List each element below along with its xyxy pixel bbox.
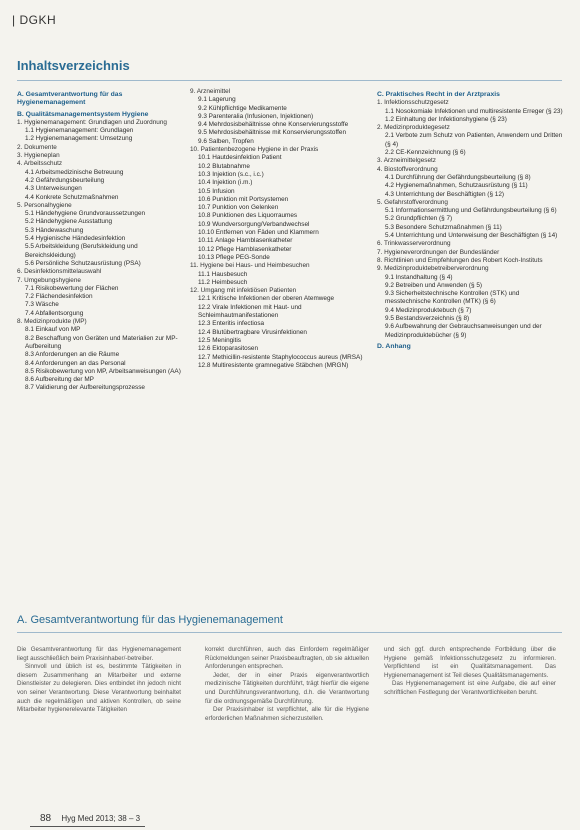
toc-subentry: 12.2 Virale Infektionen mit Haut- und Schleimhautmanifestationen xyxy=(198,303,302,320)
toc-subentry: 9.6 Aufbewahrung der Gebrauchsanweisungen und der Medizinproduktebücher (§ 9) xyxy=(385,323,542,339)
toc-subentry: 1.1 Nosokomiale Infektionen und multiresistente Erreger (§ 23) xyxy=(385,107,563,115)
toc-subentry: 8.6 Aufbereitung der MP xyxy=(25,376,94,384)
toc-chapter: 2. Dokumente xyxy=(17,143,57,151)
toc-chapter: 7. Umgebungshygiene xyxy=(17,276,81,284)
toc-subentry: 12.4 Blutübertragbare Virusinfektionen xyxy=(198,328,307,336)
toc-subentry: 1.2 Einhaltung der Infektionshygiene (§ 23) xyxy=(385,115,507,123)
body-paragraph: und sich ggf. durch entsprechende Fortbildung über die Hygiene gemäß Infektionsschutzgesetz zu informieren. Verpflichtend ist ein Qualitätsmanagement. Das Hygienemanagement ist Teil dieses Qualitätsmanagements. xyxy=(384,646,556,679)
toc-subentry: 8.7 Validierung der Aufbereitungsprozesse xyxy=(25,384,145,392)
toc-subentry: 12.1 Kritische Infektionen der oberen Atemwege xyxy=(198,295,335,303)
toc-subentry: 5.3 Besondere Schutzmaßnahmen (§ 11) xyxy=(385,223,502,231)
toc-subentry: 12.6 Ektoparasitosen xyxy=(198,345,259,353)
title-divider xyxy=(17,80,562,81)
toc-chapter: 1. Infektionsschutzgesetz xyxy=(377,99,449,107)
toc-subentry: 7.1 Risikobewertung der Flächen xyxy=(25,284,119,292)
toc-subentry: 1.1 Hygienemanagement: Grundlagen xyxy=(25,127,134,135)
page-number: 88 xyxy=(40,813,52,824)
toc-part-heading: D. Anhang xyxy=(377,342,411,350)
toc-chapter: 5. Personalhygiene xyxy=(17,201,72,209)
toc-subentry: 9.2 Betreiben und Anwenden (§ 5) xyxy=(385,281,482,289)
toc-subentry: 9.3 Sicherheitstechnische Kontrollen (STK) und messtechnische Kontrollen (MTK) (§ 6) xyxy=(385,290,520,306)
toc-chapter: 6. Desinfektionsmittelauswahl xyxy=(17,268,102,276)
toc-subentry: 10.9 Wundversorgung/Verbandwechsel xyxy=(198,220,310,228)
toc-subentry: 4.3 Unterweisungen xyxy=(25,185,82,193)
toc-subentry: 9.6 Salben, Tropfen xyxy=(198,137,254,145)
toc-subentry: 11.2 Heimbesuch xyxy=(198,278,248,286)
toc-chapter: 2. Medizinproduktegesetz xyxy=(377,124,450,132)
toc-subentry: 8.4 Anforderungen an das Personal xyxy=(25,359,126,367)
toc-subentry: 1.2 Hygienemanagement: Umsetzung xyxy=(25,135,133,143)
body-paragraph: korrekt durchführen, auch das Einfordern regelmäßiger Rückmeldungen seiner Praxisbeauftragten, ob sie aktuellen Anforderungen entsprechen. xyxy=(205,646,369,671)
toc-chapter: 4. Arbeitsschutz xyxy=(17,160,63,168)
toc-subentry: 8.5 Risikobewertung von MP, Arbeitsanweisungen (AA) xyxy=(25,367,181,375)
toc-subentry: 10.10 Entfernen von Fäden und Klammern xyxy=(198,229,319,237)
toc-chapter: 3. Hygieneplan xyxy=(17,152,60,160)
toc-subentry: 8.3 Anforderungen an die Räume xyxy=(25,351,120,359)
toc-subentry: 7.3 Wäsche xyxy=(25,301,59,309)
toc-chapter: 8. Medizinprodukte (MP) xyxy=(17,318,87,326)
toc-subentry: 9.4 Medizinproduktebuch (§ 7) xyxy=(385,306,472,314)
toc-title: Inhaltsverzeichnis xyxy=(17,58,130,73)
body-column-2 xyxy=(205,646,369,723)
toc-subentry: 10.4 Injektion (i.m.) xyxy=(198,179,253,187)
toc-subentry: 10.7 Punktion von Gelenken xyxy=(198,204,279,212)
body-column-1 xyxy=(17,646,181,715)
toc-subentry: 10.3 Injektion (s.c., i.c.) xyxy=(198,170,264,178)
toc-column-2 xyxy=(190,88,370,370)
toc-subentry: 9.1 Lagerung xyxy=(198,96,236,104)
toc-chapter: 5. Gefahrstoffverordnung xyxy=(377,198,448,206)
toc-subentry: 5.5 Arbeitskleidung (Berufskleidung und Bereichskleidung) xyxy=(25,243,138,259)
toc-part-heading: C. Praktisches Recht in der Arztpraxis xyxy=(377,91,500,98)
toc-subentry: 4.2 Hygienemaßnahmen, Schutzausrüstung (§ 11) xyxy=(385,182,528,190)
toc-subentry: 9.3 Parenteralia (Infusionen, Injektionen) xyxy=(198,112,314,120)
toc-subentry: 9.5 Mehrdosisbehältnisse mit Konservierungsstoffen xyxy=(198,129,347,137)
toc-subentry: 7.2 Flächendesinfektion xyxy=(25,293,93,301)
toc-subentry: 5.2 Grundpflichten (§ 7) xyxy=(385,215,453,223)
toc-subentry: 7.4 Abfallentsorgung xyxy=(25,309,84,317)
toc-subentry: 10.11 Anlage Harnblasenkatheter xyxy=(198,237,293,245)
toc-subentry: 4.1 Arbeitsmedizinische Betreuung xyxy=(25,168,124,176)
toc-part-heading: A. Gesamtverantwortung für das Hygienemanagement xyxy=(17,91,123,107)
toc-subentry: 9.4 Mehrdosisbehältnisse ohne Konservierungsstoffe xyxy=(198,121,349,129)
toc-chapter: 12. Umgang mit infektiösen Patienten xyxy=(190,287,297,295)
toc-chapter: 11. Hygiene bei Haus- und Heimbesuchen xyxy=(190,262,310,270)
body-paragraph: Der Praxisinhaber ist verpflichtet, alle für die Hygiene erforderlichen Maßnahmen sicherzustellen. xyxy=(205,706,369,722)
journal-citation: Hyg Med 2013; 38 – 3 xyxy=(61,814,141,823)
toc-subentry: 12.3 Enteritis infectiosa xyxy=(198,320,265,328)
toc-chapter: 8. Richtlinien und Empfehlungen des Robert Koch-Instituts xyxy=(377,256,543,264)
toc-subentry: 10.13 Pflege PEG-Sonde xyxy=(198,253,270,261)
toc-subentry: 12.7 Methicillin-resistente Staphylococcus aureus (MRSA) xyxy=(198,353,363,361)
toc-chapter: 9. Medizinproduktebetreiberverordnung xyxy=(377,265,489,273)
section-heading: A. Gesamtverantwortung für das Hygienemanagement xyxy=(17,614,283,626)
toc-subentry: 11.1 Hausbesuch xyxy=(198,270,248,278)
body-paragraph: Sinnvoll und üblich ist es, bestimmte Tätigkeiten in diesem Zusammenhang an Mitarbeiter und externe Dienstleister zu delegieren. Dies entbindet ihn jedoch nicht von seiner Verantwortung. Diese Verantwortung beinhaltet auch die regelmäßigen und aktiven Kontrollen, ob seine Mitarbeiter hygienerelevante Tätigkeiten xyxy=(17,663,181,714)
toc-subentry: 9.1 Instandhaltung (§ 4) xyxy=(385,273,453,281)
toc-subentry: 10.8 Punktionen des Liquorraumes xyxy=(198,212,298,220)
toc-chapter: 9. Arzneimittel xyxy=(190,88,231,95)
toc-subentry: 9.2 Kühlpflichtige Medikamente xyxy=(198,104,287,112)
toc-subentry: 2.1 Verbote zum Schutz von Patienten, Anwendern und Dritten (§ 4) xyxy=(385,132,563,148)
footer-rule xyxy=(30,826,145,827)
toc-subentry: 4.2 Gefährdungsbeurteilung xyxy=(25,176,105,184)
body-paragraph: Jeder, der in einer Praxis eigenverantwortlich medizinische Tätigkeiten durchführt, trägt hierfür die eigene und Durchführungsverantwortung, d.h. die Verantwortung für die ordnungsgemäße Durchführung. xyxy=(205,671,369,705)
toc-chapter: 4. Biostoffverordnung xyxy=(377,165,438,173)
toc-subentry: 8.1 Einkauf von MP xyxy=(25,326,81,334)
toc-subentry: 5.6 Persönliche Schutzausrüstung (PSA) xyxy=(25,259,141,267)
toc-subentry: 10.6 Punktion mit Portsystemen xyxy=(198,195,289,203)
toc-subentry: 5.1 Informationsermittlung und Gefährdungsbeurteilung (§ 6) xyxy=(385,207,557,215)
toc-subentry: 12.8 Multiresistente gramnegative Stäbchen (MRGN) xyxy=(198,361,349,369)
toc-column-1 xyxy=(17,88,189,393)
toc-subentry: 5.2 Händehygiene Ausstattung xyxy=(25,218,113,226)
journal-tag: | DGKH xyxy=(12,13,57,27)
body-column-3 xyxy=(384,646,556,698)
toc-part-heading: B. Qualitätsmanagementsystem Hygiene xyxy=(17,110,149,118)
toc-subentry: 10.2 Blutabnahme xyxy=(198,162,250,170)
page-footer xyxy=(40,813,140,824)
toc-subentry: 5.1 Händehygiene Grundvoraussetzungen xyxy=(25,210,146,218)
toc-subentry: 4.1 Durchführung der Gefährdungsbeurteilung (§ 8) xyxy=(385,173,531,181)
toc-subentry: 10.12 Pflege Harnblasenkatheter xyxy=(198,245,292,253)
toc-chapter: 6. Trinkwasserverordnung xyxy=(377,240,451,248)
toc-subentry: 4.3 Unterrichtung der Beschäftigten (§ 12) xyxy=(385,190,505,198)
toc-subentry: 4.4 Konkrete Schutzmaßnahmen xyxy=(25,193,119,201)
toc-subentry: 10.1 Hautdesinfektion Patient xyxy=(198,154,282,162)
toc-subentry: 10.5 Infusion xyxy=(198,187,235,195)
toc-chapter: 1. Hygienemanagement: Grundlagen und Zuordnung xyxy=(17,118,167,126)
section-divider xyxy=(17,632,562,633)
toc-subentry: 2.2 CE-Kennzeichnung (§ 6) xyxy=(385,149,466,157)
toc-subentry: 8.2 Beschaffung von Geräten und Materialien zur MP-Aufbereitung xyxy=(25,334,178,350)
toc-chapter: 7. Hygieneverordnungen der Bundesländer xyxy=(377,248,500,256)
body-paragraph: Das Hygienemanagement ist eine Aufgabe, die auf einer schriftlichen Festlegung der Verantwortlichkeiten beruht. xyxy=(384,680,556,696)
toc-subentry: 5.3 Händewaschung xyxy=(25,226,84,234)
toc-chapter: 10. Patientenbezogene Hygiene in der Praxis xyxy=(190,146,319,154)
toc-subentry: 5.4 Unterrichtung und Unterweisung der Beschäftigten (§ 14) xyxy=(385,232,558,240)
toc-subentry: 9.5 Bestandsverzeichnis (§ 8) xyxy=(385,315,470,323)
toc-subentry: 5.4 Hygienische Händedesinfektion xyxy=(25,235,126,243)
body-paragraph: Die Gesamtverantwortung für das Hygienemanagement liegt ausschließlich beim Praxisinhaber/-betreiber. xyxy=(17,646,181,662)
toc-column-3 xyxy=(377,88,565,351)
toc-subentry: 12.5 Meningitis xyxy=(198,336,241,344)
toc-chapter: 3. Arzneimittelgesetz xyxy=(377,157,436,165)
